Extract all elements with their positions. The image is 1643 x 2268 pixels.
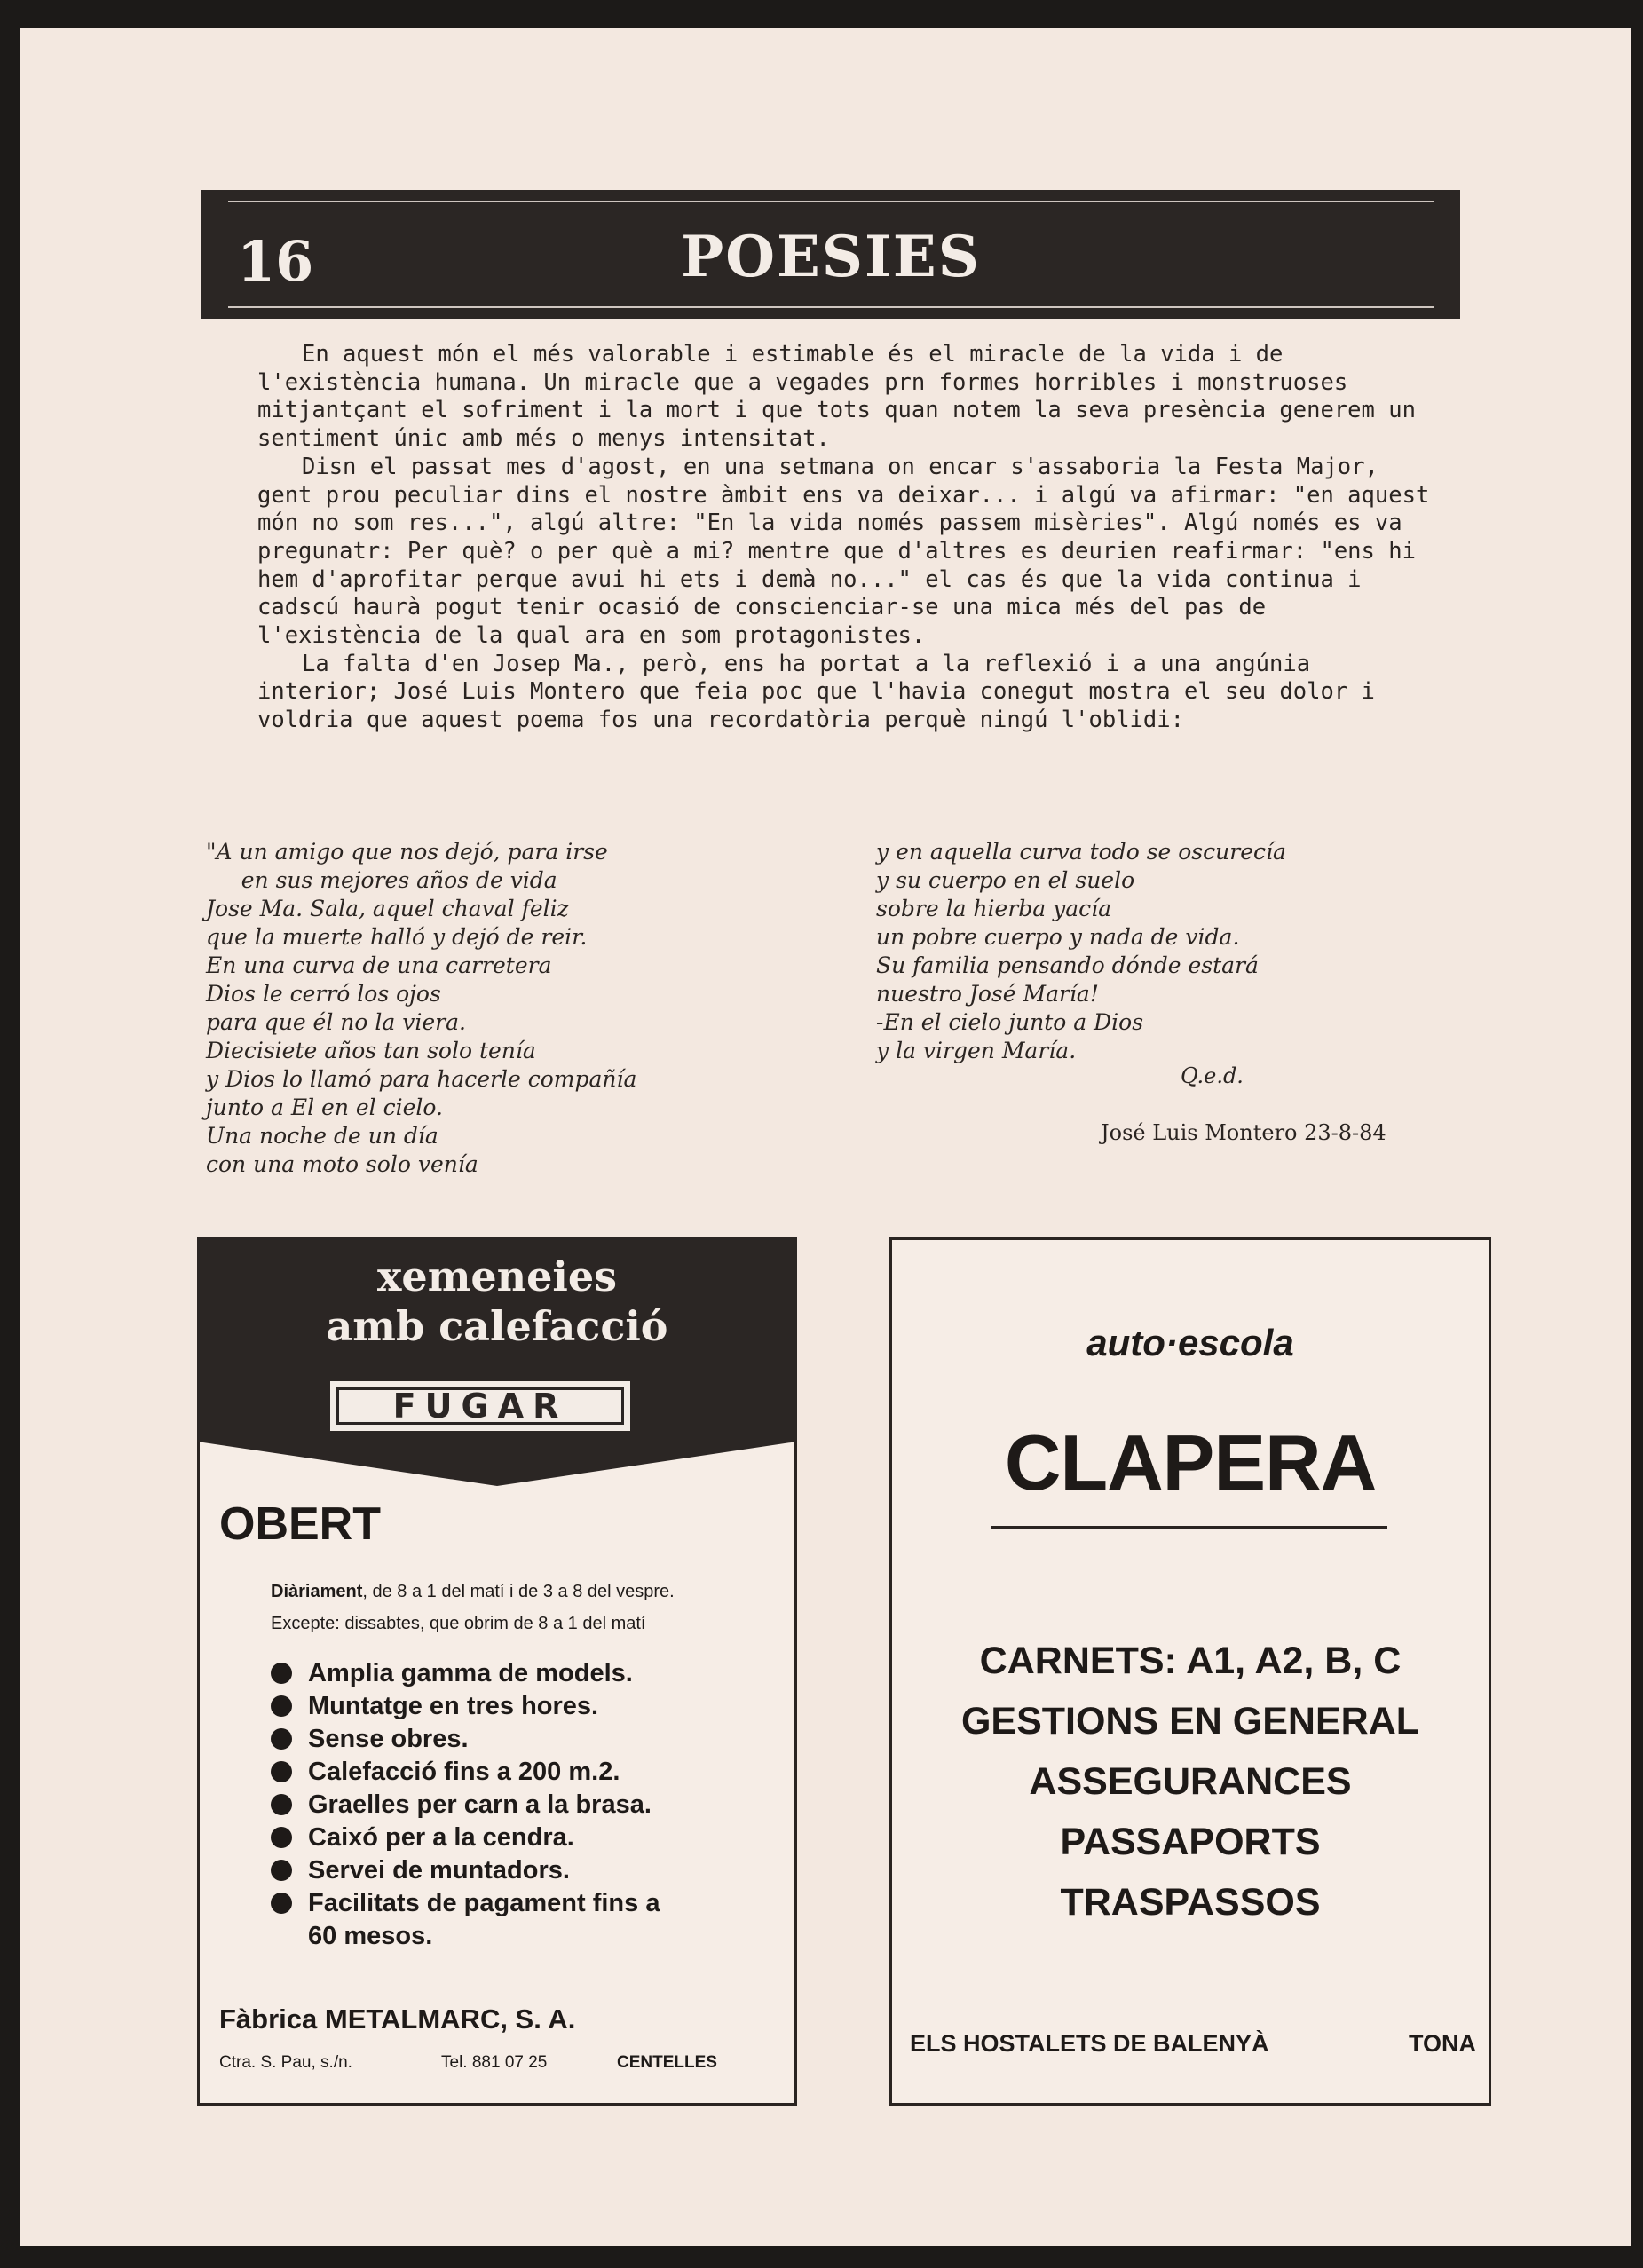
list-item: Sense obres. [271, 1723, 681, 1756]
feature-list [271, 1657, 681, 1953]
magazine-page [20, 28, 1631, 2246]
schedule-hours: , de 8 a 1 del matí i de 3 a 8 del vespre. [362, 1582, 675, 1601]
town-name: CENTELLES [617, 2053, 717, 2072]
fugar-advertisement [197, 1237, 797, 2106]
list-item: Muntatge en tres hores. [271, 1690, 681, 1723]
street-address: Ctra. S. Pau, s./n. [219, 2053, 352, 2072]
poem-right-column: y en aquella curva todo se oscurecía y su cuerpo en el suelo sobre la hierba yacía un pobre cuerpo y nada de vida. Su familia pensando dónde estará nuestro José María! -En el cielo junto a Dios y la virgen María. [876, 839, 1286, 1063]
poem-qed: Q.e.d. [1181, 1063, 1244, 1088]
ad-heading: xemeneies [377, 1253, 617, 1300]
banner-chevron [197, 1442, 797, 1486]
ad-banner [197, 1237, 797, 1442]
intro-paragraph: La falta d'en Josep Ma., però, ens ha portat a la reflexió i a una angúnia interior; José Luis Montero que feia poc que l'havia conegut mostra el seu dolor i voldria que aquest poema fos una recordatòria perquè ningú l'oblidi: [257, 650, 1375, 734]
list-item: CARNETS: A1, A2, B, C [979, 1640, 1402, 1682]
intro-paragraph: Disn el passat mes d'agost, en una setmana on encar s'assaboria la Festa Major, gent prou peculiar dins el nostre àmbit ens va deixar... i algú va afirmar: "en aquest món no som res...", algú altre: "En la vida només passem misèries". Algú només es va pregunatr: Per què? o per què a mi? mentre que d'altres es deurien reafirmar: "ens hi hem d'aprofitar perque avui hi ets i demà no..." el cas és que la vida continua i cadscú haurà pogut tenir ocasió de conscienciar-se una mica més del pas de l'existència de la qual ara en som protagonistes. [257, 453, 1430, 650]
page-number: 16 [237, 229, 314, 294]
schedule-label: Diàriament [271, 1582, 363, 1601]
company-name: Fàbrica METALMARC, S. A. [219, 2003, 576, 2035]
schedule-daily [271, 1576, 675, 1608]
schedule-exception: Excepte: dissabtes, que obrim de 8 a 1 del matí [271, 1614, 646, 1633]
list-item: Servei de muntadors. [271, 1854, 681, 1887]
list-item: TRASPASSOS [1060, 1881, 1321, 1924]
divider [991, 1526, 1387, 1529]
open-status: OBERT [219, 1498, 381, 1550]
fugar-logo: FUGAR [330, 1381, 630, 1431]
list-item: Graelles per carn a la brasa. [271, 1789, 681, 1822]
location-name: ELS HOSTALETS DE BALENYÀ [910, 2030, 1269, 2057]
services-list [892, 1631, 1489, 1932]
poem-left-column: "A un amigo que nos dejó, para irse en sus mejores años de vida Jose Ma. Sala, aquel chaval feliz que la muerte halló y dejó de reir. En una curva de una carretera Dios le cerró los ojos para que él no la viera. Diecisiete años tan solo tenía y Dios lo llamó para hacerle compañía junto a El en el cielo. Una noche de un día con una moto solo venía [206, 839, 637, 1177]
intro-paragraph: En aquest món el més valorable i estimable és el miracle de la vida i de l'existència humana. Un miracle que a vegades prn formes horribles i monstruoses mitjantçant el sofriment i la mort i que tots quan notem la seva presència generem un sentiment únic amb més o menys intensitat. [257, 341, 1416, 453]
section-title: POESIES [681, 224, 981, 290]
list-item: Caixó per a la cendra. [271, 1822, 681, 1854]
business-name: CLAPERA [1004, 1418, 1377, 1506]
clapera-advertisement [889, 1237, 1491, 2106]
list-item: GESTIONS EN GENERAL [960, 1700, 1420, 1742]
poem-signature: José Luis Montero 23-8-84 [1101, 1120, 1386, 1145]
list-item: Facilitats de pagament fins a 60 mesos. [271, 1887, 681, 1953]
list-item: Amplia gamma de models. [271, 1657, 681, 1690]
list-item: ASSEGURANCES [1029, 1760, 1352, 1803]
list-item: Calefacció fins a 200 m.2. [271, 1756, 681, 1789]
ad-heading: amb calefacció [326, 1302, 668, 1350]
town-name: TONA [1408, 2030, 1476, 2057]
ad-tagline: auto·escola [1086, 1322, 1294, 1363]
intro-text [257, 341, 1438, 735]
opening-hours [271, 1576, 675, 1640]
list-item: PASSAPORTS [1060, 1821, 1321, 1863]
page-header [201, 190, 1460, 319]
phone-number: Tel. 881 07 25 [441, 2053, 548, 2072]
